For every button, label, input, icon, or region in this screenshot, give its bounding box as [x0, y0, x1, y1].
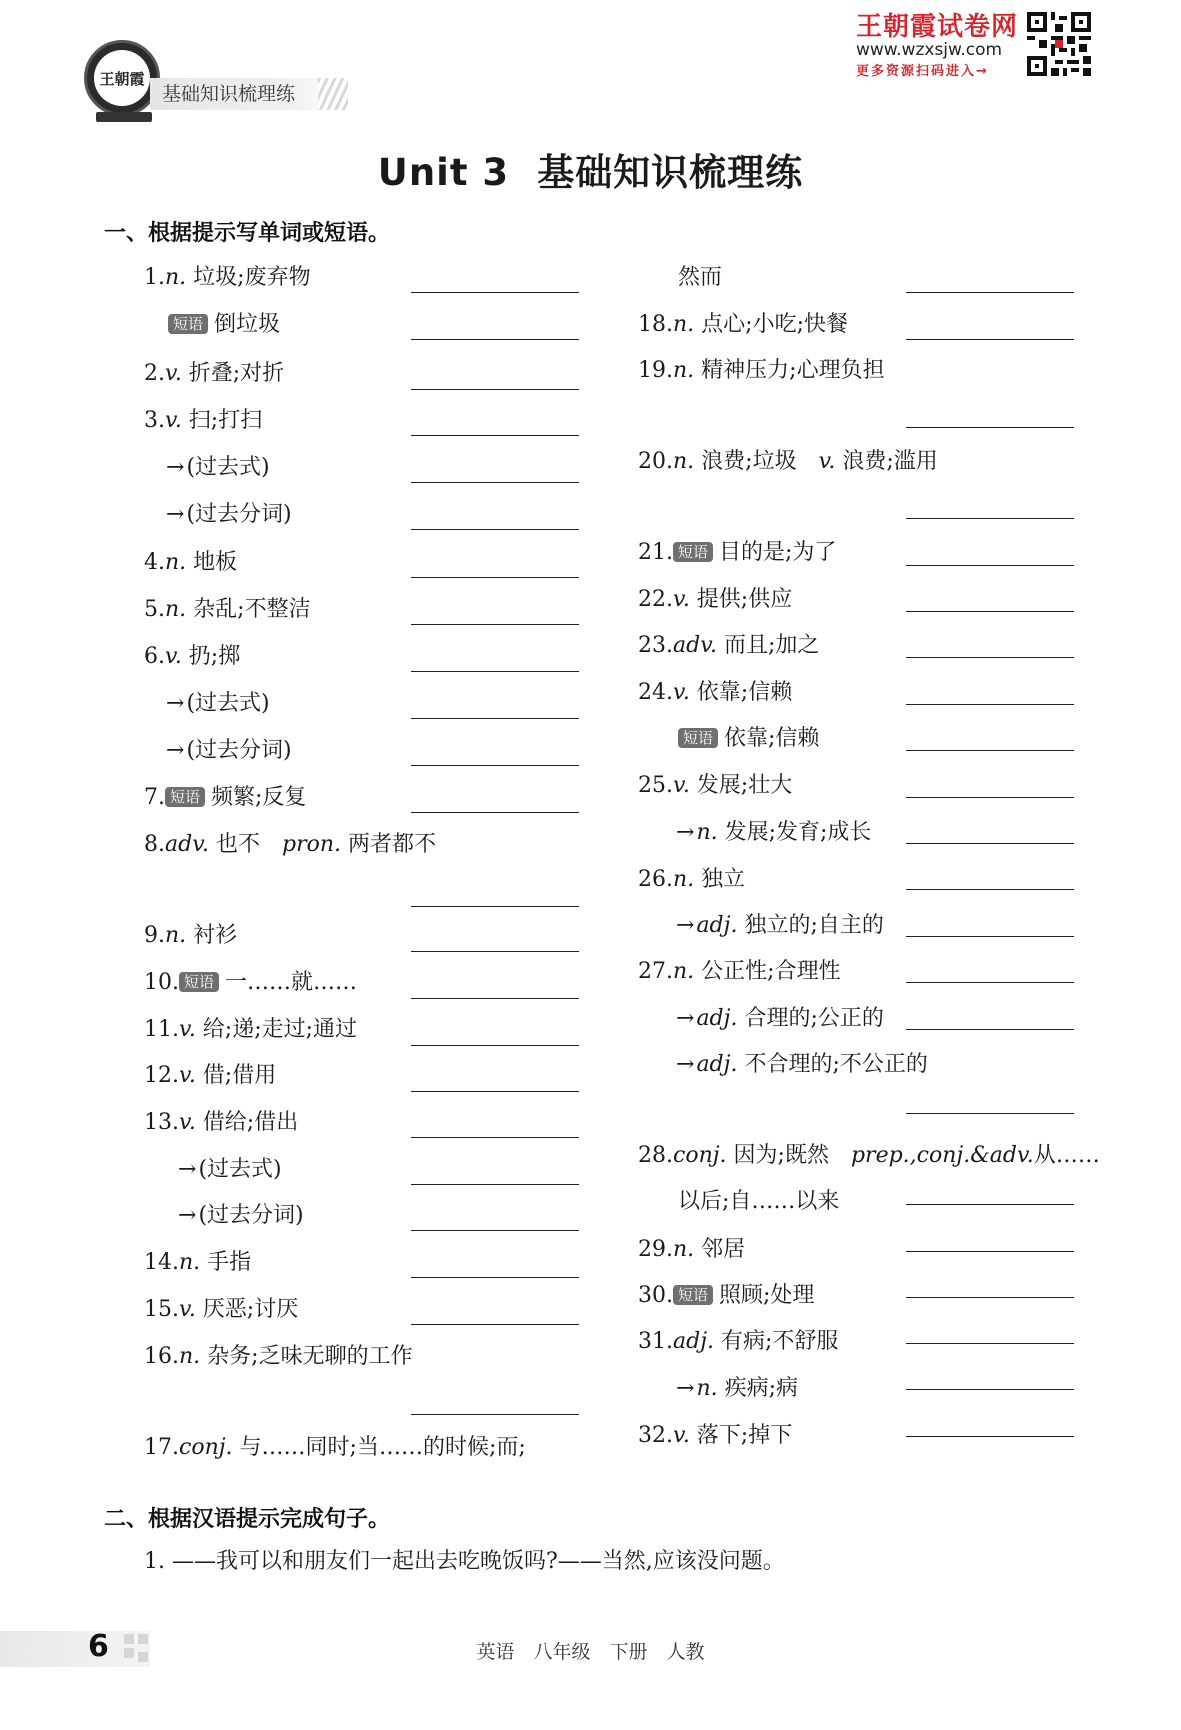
- question-item: [144, 1107, 298, 1139]
- question-text: 合理的;公正的: [737, 1006, 884, 1031]
- page-number: 6: [88, 1629, 109, 1664]
- question-item: [638, 1140, 1100, 1172]
- question-item: [144, 1060, 276, 1092]
- question-text: 发展;壮大: [689, 773, 793, 798]
- part-of-speech: v.: [179, 1110, 196, 1135]
- derivation-arrow: →: [676, 1052, 695, 1077]
- answer-blank[interactable]: [906, 339, 1074, 340]
- answer-blank[interactable]: [906, 518, 1074, 519]
- logo-ribbon: [96, 112, 152, 122]
- answer-blank[interactable]: [411, 671, 579, 672]
- question-text: 垃圾;废弃物: [186, 265, 311, 290]
- derivation-arrow: →: [676, 1006, 695, 1031]
- answer-blank[interactable]: [411, 624, 579, 625]
- answer-blank[interactable]: [411, 998, 579, 999]
- answer-blank[interactable]: [906, 1436, 1074, 1437]
- question-number: 23.: [638, 633, 673, 658]
- question-text: 精神压力;心理负担: [694, 358, 885, 383]
- part-of-speech: n.: [673, 358, 695, 383]
- question-text: (过去式): [198, 1157, 282, 1182]
- question-number: 11.: [144, 1017, 179, 1042]
- part-of-speech: v.: [673, 773, 690, 798]
- answer-blank[interactable]: [906, 1343, 1074, 1344]
- question-text: (过去分词): [186, 738, 292, 763]
- question-item: [144, 547, 237, 579]
- answer-blank[interactable]: [411, 765, 579, 766]
- answer-blank[interactable]: [411, 389, 579, 390]
- part-of-speech: adj.: [696, 1052, 738, 1077]
- phrase-tag: 短语: [678, 728, 718, 748]
- part-of-speech: conj.: [179, 1435, 233, 1460]
- question-item: [638, 1234, 745, 1266]
- question-number: 20.: [638, 449, 673, 474]
- question-item: [144, 920, 237, 952]
- phrase-tag: 短语: [168, 314, 208, 334]
- question-item: [144, 262, 311, 294]
- question-item: [638, 1420, 792, 1452]
- phrase-tag: 短语: [673, 542, 713, 562]
- answer-blank[interactable]: [411, 906, 579, 907]
- question-text: 浪费;滥用: [835, 449, 938, 474]
- question-number: 8.: [144, 832, 165, 857]
- question-text: 杂乱;不整洁: [186, 597, 311, 622]
- derivation-arrow: →: [166, 691, 185, 716]
- question-text: 手指: [200, 1250, 252, 1275]
- part-of-speech: n.: [673, 959, 695, 984]
- answer-blank[interactable]: [411, 482, 579, 483]
- question-text: 两者都不: [341, 832, 437, 857]
- question-item: [144, 1247, 251, 1279]
- question-item: [166, 452, 270, 484]
- answer-blank[interactable]: [906, 704, 1074, 705]
- phrase-tag: 短语: [165, 787, 205, 807]
- part-of-speech: n.: [673, 312, 695, 337]
- answer-blank[interactable]: [906, 1113, 1074, 1114]
- part-of-speech: n.: [696, 1376, 718, 1401]
- question-item: [678, 262, 722, 294]
- answer-blank[interactable]: [906, 936, 1074, 937]
- footer-text: 英语 八年级 下册 人教: [476, 1641, 705, 1663]
- sentence-item: [144, 1546, 785, 1578]
- question-item: [638, 355, 885, 387]
- question-text: 因为;既然: [726, 1143, 851, 1168]
- question-item: [166, 688, 270, 720]
- derivation-arrow: →: [178, 1157, 197, 1182]
- question-item: [144, 1432, 526, 1464]
- qr-code-icon: [1027, 12, 1091, 76]
- answer-blank[interactable]: [906, 1029, 1074, 1030]
- question-text: 然而: [678, 265, 723, 290]
- question-number: 25.: [638, 773, 673, 798]
- answer-blank[interactable]: [906, 982, 1074, 983]
- question-number: 12.: [144, 1063, 179, 1088]
- question-item: [144, 1341, 413, 1373]
- question-text: 也不: [209, 832, 283, 857]
- title-text: 基础知识梳理练: [537, 151, 804, 194]
- question-item: [638, 630, 819, 662]
- answer-blank[interactable]: [411, 339, 579, 340]
- part-of-speech: adv.: [165, 832, 210, 857]
- question-item: [676, 1373, 798, 1405]
- question-text: 依靠;信赖: [724, 726, 820, 751]
- part-of-speech: n.: [673, 867, 695, 892]
- phrase-tag: 短语: [673, 1285, 713, 1305]
- answer-blank[interactable]: [411, 1045, 579, 1046]
- question-number: 27.: [638, 959, 673, 984]
- part-of-speech: v.: [165, 408, 182, 433]
- answer-blank[interactable]: [906, 750, 1074, 751]
- question-text: 目的是;为了: [719, 540, 837, 565]
- derivation-arrow: →: [676, 1376, 695, 1401]
- question-item: [638, 770, 792, 802]
- question-text: 给;递;走过;通过: [195, 1017, 358, 1042]
- question-number: 14.: [144, 1250, 179, 1275]
- question-text: (过去分词): [198, 1203, 304, 1228]
- question-text: 从……: [1033, 1143, 1100, 1168]
- part-of-speech: v.: [165, 644, 182, 669]
- question-text: (过去分词): [186, 502, 292, 527]
- derivation-arrow: →: [166, 455, 185, 480]
- question-number: 5.: [144, 597, 165, 622]
- answer-blank[interactable]: [906, 565, 1074, 566]
- question-number: 22.: [638, 587, 673, 612]
- answer-blank[interactable]: [906, 1204, 1074, 1205]
- section-2-heading: 二、根据汉语提示完成句子。: [104, 1507, 391, 1532]
- answer-blank[interactable]: [906, 889, 1074, 890]
- question-text: 点心;小吃;快餐: [694, 312, 848, 337]
- question-item: [676, 910, 884, 942]
- answer-blank[interactable]: [906, 427, 1074, 428]
- part-of-speech: prep.,conj.&adv.: [850, 1143, 1034, 1168]
- answer-blank[interactable]: [906, 1297, 1074, 1298]
- part-of-speech: n.: [179, 1250, 201, 1275]
- question-number: 31.: [638, 1329, 673, 1354]
- question-text: 厌恶;讨厌: [195, 1297, 299, 1322]
- question-number: 15.: [144, 1297, 179, 1322]
- phrase-tag: 短语: [179, 972, 219, 992]
- answer-blank[interactable]: [906, 657, 1074, 658]
- question-text: 发展;发育;成长: [717, 820, 872, 845]
- part-of-speech: n.: [696, 820, 718, 845]
- derivation-arrow: →: [166, 738, 185, 763]
- part-of-speech: n.: [673, 1237, 695, 1262]
- answer-blank[interactable]: [906, 1251, 1074, 1252]
- sentence-text: ——我可以和朋友们一起出去吃晚饭吗?——当然,应该没问题。: [165, 1549, 785, 1574]
- part-of-speech: adj.: [696, 1006, 738, 1031]
- question-number: 19.: [638, 358, 673, 383]
- question-text: 借给;借出: [195, 1110, 299, 1135]
- answer-blank[interactable]: [411, 1277, 579, 1278]
- part-of-speech: v.: [673, 587, 690, 612]
- question-number: 21.: [638, 540, 673, 565]
- question-text: 倒垃圾: [214, 312, 281, 337]
- answer-blank[interactable]: [411, 812, 579, 813]
- question-item: [638, 677, 792, 709]
- question-text: 邻居: [694, 1237, 746, 1262]
- question-text: (过去式): [186, 455, 270, 480]
- part-of-speech: adv.: [673, 633, 718, 658]
- part-of-speech: v.: [179, 1063, 196, 1088]
- answer-blank[interactable]: [906, 1389, 1074, 1390]
- question-text: 公正性;合理性: [694, 959, 841, 984]
- answer-blank[interactable]: [411, 951, 579, 952]
- derivation-arrow: →: [676, 820, 695, 845]
- part-of-speech: v.: [673, 1423, 690, 1448]
- question-number: 18.: [638, 312, 673, 337]
- question-text: 依靠;信赖: [689, 680, 793, 705]
- question-item: [144, 1014, 357, 1046]
- header-section-label: 基础知识梳理练: [162, 83, 296, 105]
- question-text: 扔;掷: [181, 644, 241, 669]
- question-number: 26.: [638, 867, 673, 892]
- part-of-speech: n.: [165, 597, 187, 622]
- part-of-speech: n.: [165, 550, 187, 575]
- question-item: [144, 782, 306, 814]
- header-band-stripes: [318, 78, 348, 110]
- question-text: (过去式): [186, 691, 270, 716]
- question-text: 照顾;处理: [719, 1283, 815, 1308]
- part-of-speech: conj.: [673, 1143, 727, 1168]
- publisher-logo: [84, 40, 160, 116]
- question-item: [178, 1154, 282, 1186]
- question-number: 10.: [144, 970, 179, 995]
- question-text: 衬衫: [186, 923, 238, 948]
- derivation-arrow: →: [166, 502, 185, 527]
- answer-blank[interactable]: [906, 292, 1074, 293]
- question-item: [144, 405, 262, 437]
- question-item: [678, 723, 819, 755]
- answer-blank[interactable]: [411, 1324, 579, 1325]
- answer-blank[interactable]: [411, 1414, 579, 1415]
- section-1-heading: 一、根据提示写单词或短语。: [104, 221, 391, 246]
- question-item: [144, 594, 311, 626]
- question-item: [676, 1049, 928, 1081]
- brand-name: 王朝霞试卷网: [856, 12, 1019, 42]
- question-item: [144, 1294, 298, 1326]
- question-text: 折叠;对折: [181, 361, 285, 386]
- question-item: [678, 1186, 839, 1218]
- answer-blank[interactable]: [411, 292, 579, 293]
- question-text: 扫;打扫: [181, 408, 263, 433]
- question-text: 杂务;乏味无聊的工作: [200, 1344, 413, 1369]
- part-of-speech: v.: [179, 1297, 196, 1322]
- question-item: [638, 537, 836, 569]
- question-number: 30.: [638, 1283, 673, 1308]
- question-text: 而且;加之: [717, 633, 820, 658]
- question-item: [676, 1003, 884, 1035]
- part-of-speech: n.: [179, 1344, 201, 1369]
- question-item: [144, 829, 436, 861]
- question-number: 17.: [144, 1435, 179, 1460]
- question-item: [144, 641, 240, 673]
- question-number: 3.: [144, 408, 165, 433]
- question-text: 地板: [186, 550, 238, 575]
- part-of-speech: n.: [165, 923, 187, 948]
- question-number: 16.: [144, 1344, 179, 1369]
- question-text: 浪费;垃圾: [694, 449, 819, 474]
- question-text: 频繁;反复: [211, 785, 307, 810]
- answer-blank[interactable]: [906, 843, 1074, 844]
- part-of-speech: v.: [179, 1017, 196, 1042]
- question-item: [166, 499, 292, 531]
- question-item: [178, 1200, 304, 1232]
- part-of-speech: n.: [673, 449, 695, 474]
- part-of-speech: adj.: [696, 913, 738, 938]
- question-item: [144, 967, 357, 999]
- sentence-number: 1.: [144, 1549, 165, 1574]
- question-number: 6.: [144, 644, 165, 669]
- part-of-speech: pron.: [282, 832, 342, 857]
- answer-blank[interactable]: [411, 577, 579, 578]
- part-of-speech: v.: [165, 361, 182, 386]
- question-item: [638, 1280, 814, 1312]
- question-item: [168, 309, 280, 341]
- brand-promo: 更多资源扫码进入→: [856, 64, 989, 79]
- question-item: [638, 956, 841, 988]
- question-item: [638, 446, 938, 478]
- part-of-speech: n.: [165, 265, 187, 290]
- question-number: 29.: [638, 1237, 673, 1262]
- derivation-arrow: →: [178, 1203, 197, 1228]
- question-text: 不合理的;不公正的: [737, 1052, 928, 1077]
- answer-blank[interactable]: [411, 529, 579, 530]
- question-item: [638, 309, 848, 341]
- question-item: [166, 735, 292, 767]
- question-number: 1.: [144, 265, 165, 290]
- question-text: 有病;不舒服: [714, 1329, 839, 1354]
- question-item: [638, 1326, 838, 1358]
- question-text: 以后;自……以来: [678, 1189, 840, 1214]
- answer-blank[interactable]: [906, 797, 1074, 798]
- answer-blank[interactable]: [411, 435, 579, 436]
- brand-url: www.wzxsjw.com: [856, 40, 1003, 60]
- question-item: [638, 584, 792, 616]
- question-text: 一……就……: [225, 970, 358, 995]
- answer-blank[interactable]: [411, 718, 579, 719]
- answer-blank[interactable]: [411, 1230, 579, 1231]
- question-text: 与……同时;当……的时候;而;: [232, 1435, 526, 1460]
- question-number: 24.: [638, 680, 673, 705]
- question-item: [676, 817, 871, 849]
- derivation-arrow: →: [676, 913, 695, 938]
- question-number: 7.: [144, 785, 165, 810]
- question-number: 9.: [144, 923, 165, 948]
- part-of-speech: v.: [818, 449, 836, 474]
- question-item: [144, 358, 284, 390]
- question-number: 28.: [638, 1143, 673, 1168]
- part-of-speech: v.: [673, 680, 690, 705]
- answer-blank[interactable]: [411, 1091, 579, 1092]
- logo-text: 王朝霞: [94, 50, 150, 106]
- page-title: [0, 142, 1181, 196]
- question-number: 2.: [144, 361, 165, 386]
- answer-blank[interactable]: [411, 1137, 579, 1138]
- question-text: 借;借用: [195, 1063, 277, 1088]
- question-item: [638, 864, 745, 896]
- part-of-speech: adj.: [673, 1329, 715, 1354]
- question-text: 提供;供应: [689, 587, 793, 612]
- answer-blank[interactable]: [906, 611, 1074, 612]
- answer-blank[interactable]: [411, 1184, 579, 1185]
- question-number: 4.: [144, 550, 165, 575]
- question-text: 独立: [694, 867, 746, 892]
- question-text: 疾病;病: [717, 1376, 799, 1401]
- question-text: 独立的;自主的: [737, 913, 884, 938]
- question-text: 落下;掉下: [689, 1423, 793, 1448]
- question-number: 13.: [144, 1110, 179, 1135]
- title-unit: Unit 3: [377, 151, 510, 194]
- question-number: 32.: [638, 1423, 673, 1448]
